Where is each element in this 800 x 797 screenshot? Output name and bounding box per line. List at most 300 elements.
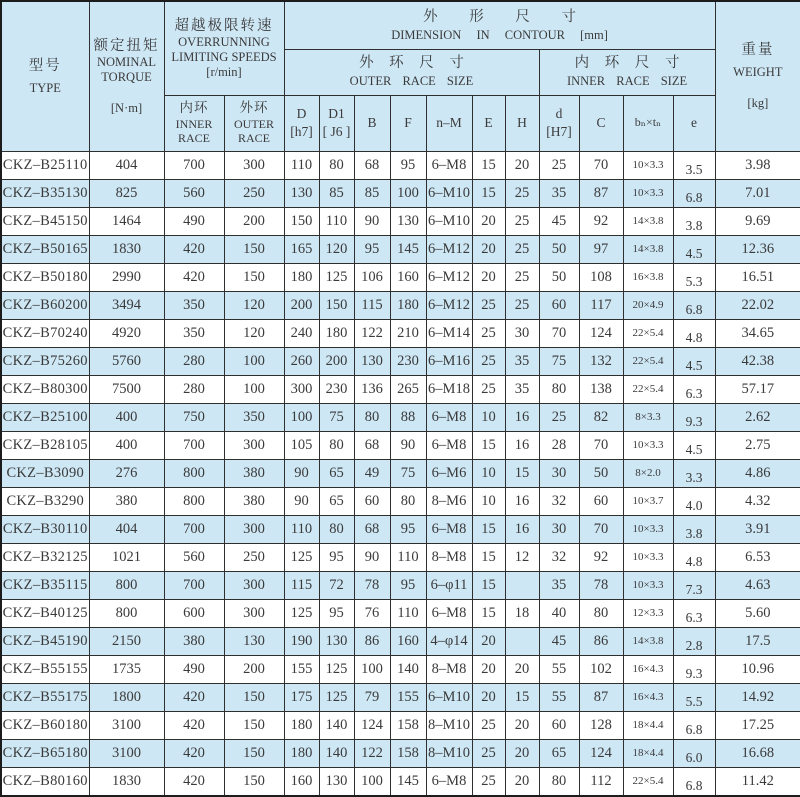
cell-d: 35 bbox=[539, 571, 579, 599]
cell-bxt: 12×3.3 bbox=[623, 599, 673, 627]
cell-D1: 180 bbox=[319, 319, 354, 347]
cell-n-M: 6–M8 bbox=[426, 151, 472, 179]
table-row bbox=[1, 403, 800, 431]
cell-speed-outer-race: 300 bbox=[224, 515, 284, 543]
cell-e: 4.5 bbox=[673, 347, 715, 375]
cell-D: 90 bbox=[284, 487, 319, 515]
cell-n-M: 6–M14 bbox=[426, 319, 472, 347]
cell-bxt: 8×2.0 bbox=[623, 459, 673, 487]
cell-nominal-torque: 3494 bbox=[89, 291, 164, 319]
cell-speed-inner-race: 280 bbox=[164, 347, 224, 375]
cell-D: 165 bbox=[284, 235, 319, 263]
cell-weight: 7.01 bbox=[715, 179, 800, 207]
cell-E: 25 bbox=[472, 375, 505, 403]
cell-D: 115 bbox=[284, 571, 319, 599]
cell-speed-inner-race: 420 bbox=[164, 263, 224, 291]
cell-type: CKZ–B45150 bbox=[1, 207, 89, 235]
cell-nominal-torque: 1800 bbox=[89, 683, 164, 711]
cell-H: 16 bbox=[505, 515, 539, 543]
table-row bbox=[1, 487, 800, 515]
col-header-d bbox=[539, 95, 579, 151]
cell-H: 25 bbox=[505, 207, 539, 235]
cell-d: 75 bbox=[539, 347, 579, 375]
cell-bxt: 8×3.3 bbox=[623, 403, 673, 431]
cell-E: 25 bbox=[472, 711, 505, 739]
col-header-type bbox=[1, 1, 89, 151]
cell-F: 88 bbox=[390, 403, 426, 431]
cell-D: 125 bbox=[284, 599, 319, 627]
table-row bbox=[1, 515, 800, 543]
cell-speed-inner-race: 380 bbox=[164, 627, 224, 655]
cell-D1: 85 bbox=[319, 179, 354, 207]
cell-e: 3.8 bbox=[673, 207, 715, 235]
col-header-D bbox=[284, 95, 319, 151]
cell-speed-inner-race: 350 bbox=[164, 319, 224, 347]
table-row bbox=[1, 179, 800, 207]
cell-type: CKZ–B3290 bbox=[1, 487, 89, 515]
cell-type: CKZ–B35130 bbox=[1, 179, 89, 207]
cell-B: 136 bbox=[354, 375, 390, 403]
cell-E: 25 bbox=[472, 319, 505, 347]
cell-E: 20 bbox=[472, 235, 505, 263]
cell-nominal-torque: 1464 bbox=[89, 207, 164, 235]
cell-d: 45 bbox=[539, 627, 579, 655]
cell-B: 79 bbox=[354, 683, 390, 711]
cell-e: 6.8 bbox=[673, 291, 715, 319]
cell-bxt: 18×4.4 bbox=[623, 739, 673, 767]
cell-e: 3.3 bbox=[673, 459, 715, 487]
cell-D1: 80 bbox=[319, 151, 354, 179]
cell-D1: 110 bbox=[319, 207, 354, 235]
cell-E: 15 bbox=[472, 431, 505, 459]
cell-type: CKZ–B35115 bbox=[1, 571, 89, 599]
cell-e: 5.5 bbox=[673, 683, 715, 711]
cell-H: 25 bbox=[505, 179, 539, 207]
cell-F: 130 bbox=[390, 207, 426, 235]
cell-n-M: 6–M12 bbox=[426, 235, 472, 263]
cell-e: 9.3 bbox=[673, 403, 715, 431]
cell-weight: 4.32 bbox=[715, 487, 800, 515]
cell-nominal-torque: 5760 bbox=[89, 347, 164, 375]
cell-E: 20 bbox=[472, 207, 505, 235]
cell-E: 15 bbox=[472, 151, 505, 179]
cell-nominal-torque: 1735 bbox=[89, 655, 164, 683]
col-header-overrunning-speeds bbox=[164, 1, 284, 95]
cell-bxt: 18×4.4 bbox=[623, 711, 673, 739]
col-header-E: E bbox=[472, 95, 505, 151]
cell-d: 40 bbox=[539, 599, 579, 627]
cell-d: 55 bbox=[539, 683, 579, 711]
speed-inner-en2: RACE bbox=[177, 131, 210, 146]
cell-type: CKZ–B55175 bbox=[1, 683, 89, 711]
cell-D: 155 bbox=[284, 655, 319, 683]
cell-n-M: 6–M10 bbox=[426, 207, 472, 235]
cell-weight: 5.60 bbox=[715, 599, 800, 627]
speed-inner-en1: INNER bbox=[175, 117, 213, 132]
cell-n-M: 8–M10 bbox=[426, 739, 472, 767]
col-header-outer-race-size bbox=[284, 49, 539, 95]
cell-nominal-torque: 1021 bbox=[89, 543, 164, 571]
cell-speed-outer-race: 380 bbox=[224, 487, 284, 515]
cell-bxt: 10×3.3 bbox=[623, 151, 673, 179]
cell-speed-outer-race: 100 bbox=[224, 347, 284, 375]
cell-bxt: 22×5.4 bbox=[623, 375, 673, 403]
cell-d: 35 bbox=[539, 179, 579, 207]
cell-n-M: 6–M12 bbox=[426, 291, 472, 319]
cell-e: 6.0 bbox=[673, 739, 715, 767]
cell-weight: 3.98 bbox=[715, 151, 800, 179]
cell-speed-inner-race: 700 bbox=[164, 571, 224, 599]
cell-H: 25 bbox=[505, 291, 539, 319]
weight-label-en: WEIGHT bbox=[733, 65, 783, 80]
cell-weight: 11.42 bbox=[715, 767, 800, 796]
cell-nominal-torque: 3100 bbox=[89, 739, 164, 767]
table-row bbox=[1, 207, 800, 235]
cell-n-M: 8–M10 bbox=[426, 711, 472, 739]
cell-nominal-torque: 3100 bbox=[89, 711, 164, 739]
cell-bxt: 10×3.3 bbox=[623, 179, 673, 207]
cell-D: 175 bbox=[284, 683, 319, 711]
cell-nominal-torque: 380 bbox=[89, 487, 164, 515]
cell-B: 85 bbox=[354, 179, 390, 207]
cell-F: 145 bbox=[390, 235, 426, 263]
col-header-F: F bbox=[390, 95, 426, 151]
cell-n-M: 4–φ14 bbox=[426, 627, 472, 655]
cell-e: 6.3 bbox=[673, 375, 715, 403]
cell-H: 18 bbox=[505, 599, 539, 627]
cell-n-M: 8–M8 bbox=[426, 655, 472, 683]
cell-bxt: 20×4.9 bbox=[623, 291, 673, 319]
cell-speed-inner-race: 420 bbox=[164, 235, 224, 263]
cell-e: 7.3 bbox=[673, 571, 715, 599]
cell-H: 20 bbox=[505, 767, 539, 796]
cell-D1: 125 bbox=[319, 263, 354, 291]
col-header-n-M: n–M bbox=[426, 95, 472, 151]
table-row bbox=[1, 683, 800, 711]
cell-F: 230 bbox=[390, 347, 426, 375]
cell-nominal-torque: 2150 bbox=[89, 627, 164, 655]
cell-bxt: 14×3.8 bbox=[623, 207, 673, 235]
table-row bbox=[1, 655, 800, 683]
cell-B: 122 bbox=[354, 319, 390, 347]
cell-C: 112 bbox=[579, 767, 623, 796]
cell-C: 117 bbox=[579, 291, 623, 319]
cell-D1: 125 bbox=[319, 683, 354, 711]
cell-B: 100 bbox=[354, 655, 390, 683]
cell-H: 16 bbox=[505, 487, 539, 515]
cell-B: 76 bbox=[354, 599, 390, 627]
cell-nominal-torque: 404 bbox=[89, 515, 164, 543]
cell-D1: 230 bbox=[319, 375, 354, 403]
cell-F: 110 bbox=[390, 543, 426, 571]
cell-D1: 65 bbox=[319, 459, 354, 487]
cell-E: 20 bbox=[472, 627, 505, 655]
cell-D1: 140 bbox=[319, 711, 354, 739]
cell-D: 130 bbox=[284, 179, 319, 207]
cell-bxt: 22×5.4 bbox=[623, 767, 673, 796]
cell-D1: 150 bbox=[319, 291, 354, 319]
cell-weight: 14.92 bbox=[715, 683, 800, 711]
cell-e: 6.8 bbox=[673, 179, 715, 207]
cell-weight: 9.69 bbox=[715, 207, 800, 235]
cell-speed-inner-race: 700 bbox=[164, 515, 224, 543]
cell-F: 95 bbox=[390, 515, 426, 543]
cell-D: 125 bbox=[284, 543, 319, 571]
cell-type: CKZ–B60180 bbox=[1, 711, 89, 739]
cell-weight: 4.63 bbox=[715, 571, 800, 599]
cell-D: 180 bbox=[284, 739, 319, 767]
cell-type: CKZ–B60200 bbox=[1, 291, 89, 319]
cell-F: 90 bbox=[390, 431, 426, 459]
cell-e: 4.5 bbox=[673, 431, 715, 459]
table-row bbox=[1, 235, 800, 263]
cell-d: 50 bbox=[539, 235, 579, 263]
cell-H: 20 bbox=[505, 711, 539, 739]
cell-n-M: 6–M16 bbox=[426, 347, 472, 375]
D1-tolerance: [ J6 ] bbox=[322, 124, 351, 139]
cell-B: 130 bbox=[354, 347, 390, 375]
cell-D1: 72 bbox=[319, 571, 354, 599]
cell-weight: 12.36 bbox=[715, 235, 800, 263]
cell-nominal-torque: 400 bbox=[89, 403, 164, 431]
col-header-dimension-group bbox=[284, 1, 715, 49]
cell-D1: 120 bbox=[319, 235, 354, 263]
type-label-en: TYPE bbox=[29, 80, 61, 95]
cell-speed-inner-race: 800 bbox=[164, 487, 224, 515]
cell-H: 16 bbox=[505, 431, 539, 459]
cell-C: 108 bbox=[579, 263, 623, 291]
cell-C: 78 bbox=[579, 571, 623, 599]
col-header-inner-race-size bbox=[539, 49, 715, 95]
cell-D1: 75 bbox=[319, 403, 354, 431]
cell-H bbox=[505, 627, 539, 655]
cell-n-M: 6–M18 bbox=[426, 375, 472, 403]
table-row bbox=[1, 319, 800, 347]
cell-d: 55 bbox=[539, 655, 579, 683]
cell-E: 15 bbox=[472, 599, 505, 627]
inner-race-size-zh: 内 环 尺 寸 bbox=[574, 55, 686, 72]
cell-E: 25 bbox=[472, 347, 505, 375]
cell-C: 50 bbox=[579, 459, 623, 487]
cell-type: CKZ–B45190 bbox=[1, 627, 89, 655]
cell-B: 100 bbox=[354, 767, 390, 796]
cell-D1: 80 bbox=[319, 515, 354, 543]
cell-speed-outer-race: 380 bbox=[224, 459, 284, 487]
d-tolerance: [H7] bbox=[546, 124, 572, 139]
cell-D: 150 bbox=[284, 207, 319, 235]
cell-bxt: 10×3.3 bbox=[623, 431, 673, 459]
cell-type: CKZ–B80300 bbox=[1, 375, 89, 403]
table-row bbox=[1, 431, 800, 459]
cell-speed-inner-race: 420 bbox=[164, 739, 224, 767]
cell-H: 15 bbox=[505, 683, 539, 711]
cell-n-M: 6–M10 bbox=[426, 683, 472, 711]
cell-speed-outer-race: 130 bbox=[224, 627, 284, 655]
cell-d: 60 bbox=[539, 291, 579, 319]
cell-nominal-torque: 2990 bbox=[89, 263, 164, 291]
table-row bbox=[1, 599, 800, 627]
cell-bxt: 10×3.3 bbox=[623, 515, 673, 543]
cell-speed-outer-race: 200 bbox=[224, 655, 284, 683]
cell-C: 60 bbox=[579, 487, 623, 515]
cell-speed-inner-race: 600 bbox=[164, 599, 224, 627]
cell-nominal-torque: 1830 bbox=[89, 235, 164, 263]
cell-H: 20 bbox=[505, 655, 539, 683]
cell-E: 20 bbox=[472, 683, 505, 711]
cell-d: 80 bbox=[539, 767, 579, 796]
cell-d: 80 bbox=[539, 375, 579, 403]
cell-D1: 95 bbox=[319, 543, 354, 571]
cell-weight: 4.86 bbox=[715, 459, 800, 487]
cell-D: 110 bbox=[284, 515, 319, 543]
cell-D: 100 bbox=[284, 403, 319, 431]
cell-F: 180 bbox=[390, 291, 426, 319]
cell-speed-outer-race: 300 bbox=[224, 599, 284, 627]
cell-bxt: 14×3.8 bbox=[623, 235, 673, 263]
cell-B: 68 bbox=[354, 431, 390, 459]
cell-C: 124 bbox=[579, 739, 623, 767]
cell-F: 158 bbox=[390, 711, 426, 739]
cell-F: 95 bbox=[390, 151, 426, 179]
cell-e: 4.0 bbox=[673, 487, 715, 515]
cell-C: 87 bbox=[579, 179, 623, 207]
cell-type: CKZ–B50165 bbox=[1, 235, 89, 263]
cell-B: 80 bbox=[354, 403, 390, 431]
cell-speed-inner-race: 420 bbox=[164, 711, 224, 739]
cell-D1: 80 bbox=[319, 431, 354, 459]
cell-H: 12 bbox=[505, 543, 539, 571]
cell-F: 160 bbox=[390, 627, 426, 655]
cell-bxt: 22×5.4 bbox=[623, 319, 673, 347]
cell-H: 15 bbox=[505, 459, 539, 487]
cell-e: 4.8 bbox=[673, 543, 715, 571]
torque-label-en1: NOMINAL bbox=[96, 54, 157, 69]
cell-speed-outer-race: 300 bbox=[224, 431, 284, 459]
cell-d: 30 bbox=[539, 515, 579, 543]
col-header-B: B bbox=[354, 95, 390, 151]
cell-speed-inner-race: 420 bbox=[164, 683, 224, 711]
cell-n-M: 6–M6 bbox=[426, 459, 472, 487]
cell-F: 158 bbox=[390, 739, 426, 767]
cell-nominal-torque: 1830 bbox=[89, 767, 164, 796]
cell-speed-outer-race: 250 bbox=[224, 179, 284, 207]
cell-H: 20 bbox=[505, 151, 539, 179]
cell-weight: 16.51 bbox=[715, 263, 800, 291]
cell-H: 25 bbox=[505, 263, 539, 291]
cell-nominal-torque: 400 bbox=[89, 431, 164, 459]
col-header-H: H bbox=[505, 95, 539, 151]
cell-speed-outer-race: 150 bbox=[224, 739, 284, 767]
cell-H: 25 bbox=[505, 235, 539, 263]
cell-n-M: 8–M6 bbox=[426, 487, 472, 515]
speeds-label-en2: LIMITING SPEEDS bbox=[171, 49, 277, 64]
cell-D: 160 bbox=[284, 767, 319, 796]
cell-type: CKZ–B80160 bbox=[1, 767, 89, 796]
cell-F: 210 bbox=[390, 319, 426, 347]
col-header-speed-inner-race bbox=[164, 95, 224, 151]
cell-type: CKZ–B3090 bbox=[1, 459, 89, 487]
cell-F: 140 bbox=[390, 655, 426, 683]
cell-bxt: 22×5.4 bbox=[623, 347, 673, 375]
cell-D: 180 bbox=[284, 263, 319, 291]
cell-speed-outer-race: 300 bbox=[224, 571, 284, 599]
inner-race-size-en: INNER RACE SIZE bbox=[566, 74, 688, 89]
d-symbol: d bbox=[555, 106, 563, 122]
cell-d: 30 bbox=[539, 459, 579, 487]
cell-E: 25 bbox=[472, 291, 505, 319]
cell-type: CKZ–B28105 bbox=[1, 431, 89, 459]
cell-d: 65 bbox=[539, 739, 579, 767]
cell-D: 180 bbox=[284, 711, 319, 739]
cell-d: 50 bbox=[539, 263, 579, 291]
table-row bbox=[1, 627, 800, 655]
table-row bbox=[1, 571, 800, 599]
table-body bbox=[1, 151, 800, 796]
table-row bbox=[1, 291, 800, 319]
cell-nominal-torque: 4920 bbox=[89, 319, 164, 347]
torque-label-en2: TORQUE bbox=[101, 69, 152, 84]
cell-weight: 57.17 bbox=[715, 375, 800, 403]
cell-D1: 65 bbox=[319, 487, 354, 515]
cell-type: CKZ–B32125 bbox=[1, 543, 89, 571]
cell-n-M: 6–M12 bbox=[426, 263, 472, 291]
cell-type: CKZ–B40125 bbox=[1, 599, 89, 627]
cell-type: CKZ–B65180 bbox=[1, 739, 89, 767]
table-row bbox=[1, 375, 800, 403]
speeds-label-en1: OVERRUNNING bbox=[178, 34, 270, 49]
cell-C: 138 bbox=[579, 375, 623, 403]
cell-B: 68 bbox=[354, 515, 390, 543]
cell-D1: 130 bbox=[319, 627, 354, 655]
cell-d: 25 bbox=[539, 403, 579, 431]
cell-E: 20 bbox=[472, 655, 505, 683]
cell-d: 70 bbox=[539, 319, 579, 347]
cell-D1: 95 bbox=[319, 599, 354, 627]
cell-C: 132 bbox=[579, 347, 623, 375]
cell-weight: 17.25 bbox=[715, 711, 800, 739]
cell-C: 124 bbox=[579, 319, 623, 347]
cell-D: 90 bbox=[284, 459, 319, 487]
cell-D: 260 bbox=[284, 347, 319, 375]
cell-weight: 22.02 bbox=[715, 291, 800, 319]
cell-type: CKZ–B25100 bbox=[1, 403, 89, 431]
speeds-unit: [r/min] bbox=[206, 64, 242, 79]
cell-F: 80 bbox=[390, 487, 426, 515]
cell-bxt: 16×4.3 bbox=[623, 655, 673, 683]
cell-bxt: 14×3.8 bbox=[623, 627, 673, 655]
col-header-D1 bbox=[319, 95, 354, 151]
table-row bbox=[1, 459, 800, 487]
cell-C: 87 bbox=[579, 683, 623, 711]
cell-B: 68 bbox=[354, 151, 390, 179]
speeds-label-zh: 超越极限转速 bbox=[174, 17, 274, 34]
cell-bxt: 10×3.3 bbox=[623, 543, 673, 571]
cell-B: 60 bbox=[354, 487, 390, 515]
cell-n-M: 6–M8 bbox=[426, 431, 472, 459]
type-label-zh: 型号 bbox=[28, 57, 62, 74]
cell-B: 90 bbox=[354, 207, 390, 235]
cell-H: 35 bbox=[505, 375, 539, 403]
cell-e: 4.8 bbox=[673, 319, 715, 347]
cell-H bbox=[505, 571, 539, 599]
col-header-weight bbox=[715, 1, 800, 151]
cell-C: 80 bbox=[579, 599, 623, 627]
cell-D1: 200 bbox=[319, 347, 354, 375]
cell-e: 6.8 bbox=[673, 711, 715, 739]
torque-unit: [N·m] bbox=[110, 100, 143, 115]
cell-weight: 42.38 bbox=[715, 347, 800, 375]
cell-F: 75 bbox=[390, 459, 426, 487]
